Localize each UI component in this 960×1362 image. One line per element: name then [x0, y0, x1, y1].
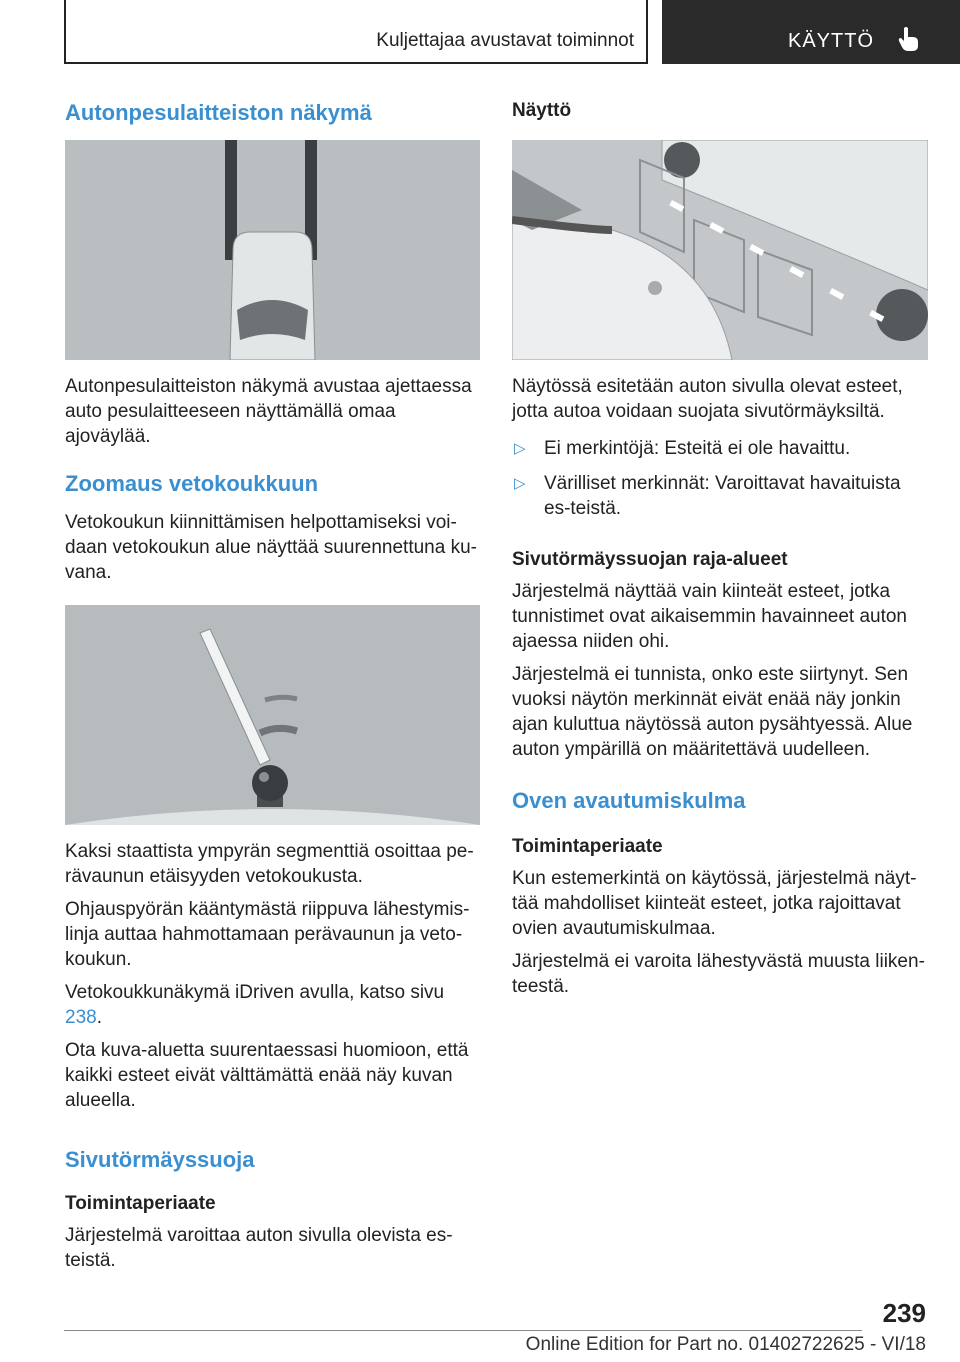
- left-column: [65, 100, 480, 1281]
- segments-paragraph: Kaksi staattista ympyrän segmenttiä osoittaa pe-rävaunun etäisyyden vetokoukusta.: [65, 840, 474, 887]
- header-section-box: [64, 0, 648, 64]
- tow-hitch-zoom-image: [65, 605, 480, 825]
- car-wash-view-image: [65, 140, 480, 360]
- right-column: [512, 100, 928, 1007]
- header-section-title: Kuljettajaa avustavat toiminnot: [376, 30, 634, 51]
- side-protection-display-image: [512, 140, 928, 360]
- heading-zoom-hitch: Zoomaus vetokoukkuun: [65, 471, 319, 497]
- triangle-right-icon: ▷: [514, 440, 526, 457]
- door-paragraph-1: Kun estemerkintä on käytössä, järjestelmä näyt-tää mahdolliset kiinteät esteet, jotka rajoittavat ovien avautumiskulmaa.: [512, 868, 917, 940]
- bullet-item: [512, 436, 928, 461]
- car-wash-paragraph: Autonpesulaitteiston näkymä avustaa ajettaessa auto pesulaitteeseen näyttämällä omaa ajoväylää.: [65, 376, 472, 448]
- triangle-right-icon: ▷: [514, 475, 526, 492]
- page-number: 239: [882, 1298, 926, 1328]
- heading-display: Näyttö: [512, 100, 572, 121]
- bullet-item: [512, 471, 928, 521]
- heading-car-wash-view: Autonpesulaitteiston näkymä: [65, 100, 372, 125]
- idrive-paragraph: [65, 980, 480, 1030]
- heading-side-collision: Sivutörmäyssuoja: [65, 1146, 255, 1172]
- door-paragraph-2: Järjestelmä ei varoita lähestyvästä muusta liiken-teestä.: [512, 951, 925, 998]
- approach-line-paragraph: Ohjauspyörän kääntymästä riippuva lähestymis-linja auttaa hahmottamaan perävaunun ja veto-koukun.: [65, 898, 470, 970]
- heading-door-angle: Oven avautumiskulma: [512, 788, 746, 813]
- heading-limits: Sivutörmäyssuojan raja-alueet: [512, 549, 788, 570]
- zoom-paragraph: Vetokoukun kiinnittämisen helpottamiseksi voi-daan vetokoukun alue näyttää suurennettuna ku-vana.: [65, 511, 477, 583]
- chapter-tab-label: KÄYTTÖ: [787, 30, 874, 52]
- footer-divider: [64, 1330, 862, 1331]
- heading-principle-side: Toimintaperiaate: [65, 1193, 216, 1215]
- heading-principle-door: Toimintaperiaate: [512, 836, 663, 858]
- idrive-text: Vetokoukkunäkymä iDriven avulla, katso sivu: [65, 981, 445, 1003]
- idrive-text-end: .: [96, 1006, 102, 1028]
- limits-paragraph-1: Järjestelmä näyttää vain kiinteät esteet, jotka tunnistimet ovat aikaisemmin havainneet auton ajaessa niiden ohi.: [512, 581, 908, 652]
- footer-edition: Online Edition for Part no. 01402722625 - VI/18: [525, 1334, 926, 1355]
- bullet-text: Ei merkintöjä: Esteitä ei ole havaittu.: [544, 438, 851, 459]
- image-area-paragraph: Ota kuva-aluetta suurentaessasi huomioon, että kaikki esteet eivät välttämättä enää näy kuvan alueella.: [65, 1039, 469, 1111]
- page-link-238[interactable]: 238: [65, 1006, 97, 1028]
- display-paragraph: Näytössä esitetään auton sivulla olevat esteet, jotta autoa voidaan suojata sivutörmäyksiltä.: [512, 376, 903, 422]
- side-collision-paragraph: Järjestelmä varoittaa auton sivulla olevista es-teistä.: [65, 1225, 453, 1272]
- hand-pointer-icon: [898, 26, 920, 52]
- bullet-text: Värilliset merkinnät: Varoittavat havaituista es-teistä.: [544, 473, 901, 519]
- chapter-tab: [662, 0, 960, 64]
- limits-paragraph-2: Järjestelmä ei tunnista, onko este siirtynyt. Sen vuoksi näytön merkinnät eivät enää näy jonkin ajan kuluttua näytössä auton pysähtyessä. Alue auton ympärillä on määritettävä uudelleen.: [512, 664, 913, 760]
